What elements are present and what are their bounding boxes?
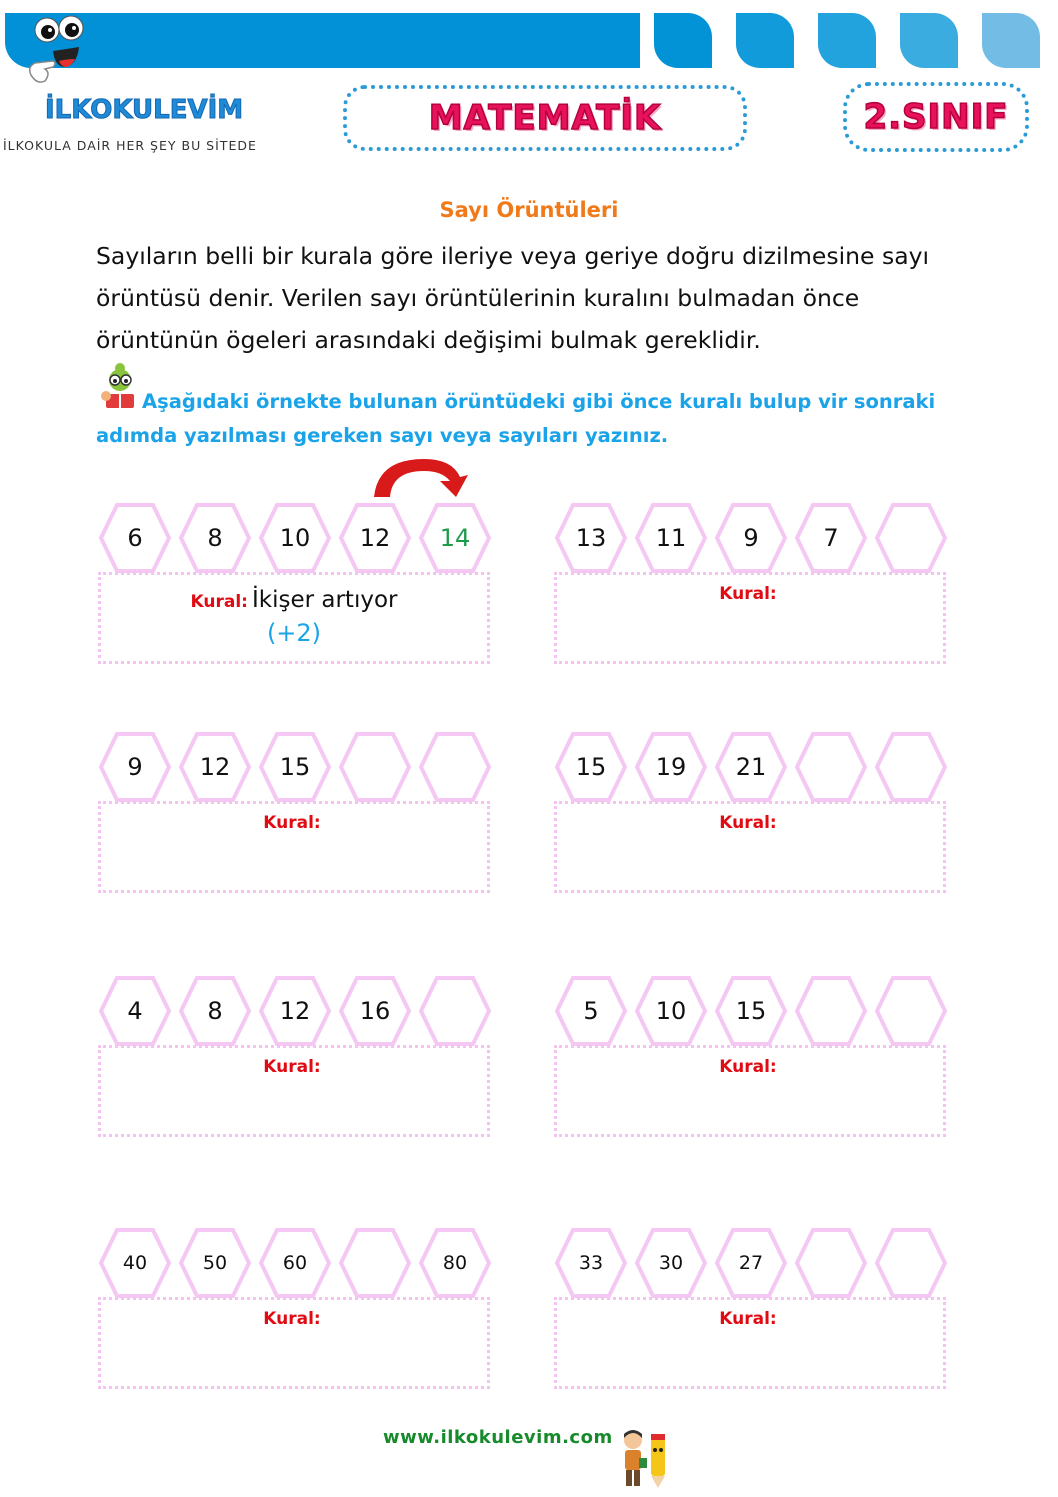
exercise-6 — [554, 975, 954, 1137]
sequence-value: 12 — [199, 753, 231, 781]
number-hexagon — [178, 975, 252, 1047]
number-sequence — [554, 731, 954, 803]
brand-tagline: İLKOKULA DAİR HER ŞEY BU SİTEDE — [3, 138, 257, 153]
rule-line — [101, 1300, 487, 1330]
page-title: Sayı Örüntüleri — [439, 198, 619, 222]
rule-answer-box[interactable] — [554, 1297, 946, 1389]
rule-line — [557, 1048, 943, 1078]
rule-label: Kural: — [263, 1057, 321, 1077]
number-sequence — [98, 731, 498, 803]
number-hexagon — [554, 731, 628, 803]
sequence-value: 33 — [578, 1252, 604, 1274]
number-hexagon — [258, 1227, 332, 1299]
sequence-value — [418, 975, 492, 1047]
sequence-value: 12 — [279, 997, 311, 1025]
boy-and-pencil-icon — [615, 1428, 675, 1490]
blank-hexagon-input[interactable] — [794, 1227, 868, 1299]
rule-answer-box[interactable] — [554, 1045, 946, 1137]
sequence-value — [338, 1227, 412, 1299]
sequence-value: 10 — [655, 997, 687, 1025]
rule-note: (+2) — [266, 619, 322, 647]
rule-label: Kural: — [719, 813, 777, 833]
rule-label: Kural: — [719, 1309, 777, 1329]
number-hexagon — [338, 975, 412, 1047]
number-sequence — [554, 1227, 954, 1299]
rule-label: Kural: — [719, 584, 777, 604]
number-sequence — [98, 502, 498, 574]
header-tab-1 — [654, 13, 712, 68]
sequence-value: 8 — [207, 997, 223, 1025]
rule-answer-box[interactable] — [98, 572, 490, 664]
number-hexagon — [714, 975, 788, 1047]
header-tab-4 — [900, 13, 958, 68]
sequence-value: 9 — [127, 753, 143, 781]
sequence-value: 6 — [127, 524, 143, 552]
rule-line — [557, 1300, 943, 1330]
intro-paragraph: Sayıların belli bir kurala göre ileriye veya geriye doğru dizilmesine sayı örüntüsü denir. Verilen sayı örüntülerinin kuralını bulmadan önce örüntünün ögeleri arasındaki değişimi bulmak gereklidir. — [96, 242, 930, 354]
rule-line — [101, 575, 487, 613]
sequence-value: 40 — [122, 1252, 148, 1274]
rule-answer-box[interactable] — [554, 572, 946, 664]
rule-line — [101, 1048, 487, 1078]
blank-hexagon-input[interactable] — [338, 1227, 412, 1299]
blank-hexagon-input[interactable] — [794, 975, 868, 1047]
header-tab-2 — [736, 13, 794, 68]
sequence-value: 30 — [658, 1252, 684, 1274]
number-hexagon — [714, 731, 788, 803]
rule-answer-box[interactable] — [554, 801, 946, 893]
blank-hexagon-input[interactable] — [874, 1227, 948, 1299]
exercise-2 — [554, 502, 954, 664]
header-tab-5 — [982, 13, 1040, 68]
sequence-value: 15 — [735, 997, 767, 1025]
sequence-value: 80 — [442, 1252, 468, 1274]
number-sequence — [554, 975, 954, 1047]
sequence-value — [794, 975, 868, 1047]
curved-red-arrow-icon — [368, 455, 480, 500]
sequence-value: 11 — [655, 524, 687, 552]
blank-hexagon-input[interactable] — [874, 731, 948, 803]
number-hexagon — [98, 1227, 172, 1299]
brand-logo: İLKOKULEVİM — [45, 95, 244, 125]
rule-answer-box[interactable] — [98, 1045, 490, 1137]
number-hexagon — [418, 1227, 492, 1299]
number-hexagon — [258, 502, 332, 574]
number-hexagon — [554, 502, 628, 574]
sequence-value: 50 — [202, 1252, 228, 1274]
number-hexagon — [554, 975, 628, 1047]
rule-answer-box[interactable] — [98, 1297, 490, 1389]
number-hexagon — [634, 975, 708, 1047]
rule-label: Kural: — [263, 813, 321, 833]
sequence-value — [874, 1227, 948, 1299]
sequence-value: 14 — [439, 524, 471, 552]
number-hexagon — [634, 731, 708, 803]
sequence-value — [418, 731, 492, 803]
mascot-icon — [25, 15, 95, 85]
sequence-value: 9 — [743, 524, 759, 552]
rule-line — [557, 804, 943, 834]
number-hexagon — [418, 502, 492, 574]
subject-badge — [343, 85, 747, 151]
rule-label: Kural: — [263, 1309, 321, 1329]
sequence-value: 16 — [359, 997, 391, 1025]
grade-badge — [843, 82, 1029, 152]
sequence-value — [338, 731, 412, 803]
blank-hexagon-input[interactable] — [418, 975, 492, 1047]
number-hexagon — [714, 1227, 788, 1299]
sequence-value: 13 — [575, 524, 607, 552]
number-hexagon — [634, 502, 708, 574]
rule-label: Kural: — [190, 592, 248, 612]
number-hexagon — [178, 731, 252, 803]
sequence-value: 4 — [127, 997, 143, 1025]
number-hexagon — [338, 502, 412, 574]
instruction-text: Aşağıdaki örnekte bulunan örüntüdeki gibi önce kuralı bulup vir sonraki adımda yazılması gereken sayı veya sayıları yazınız. — [96, 390, 936, 447]
sequence-value — [874, 731, 948, 803]
sequence-value: 5 — [583, 997, 599, 1025]
number-hexagon — [178, 1227, 252, 1299]
header-tab-3 — [818, 13, 876, 68]
blank-hexagon-input[interactable] — [794, 731, 868, 803]
exercise-4 — [554, 731, 954, 893]
sequence-value — [874, 502, 948, 574]
sequence-value: 15 — [279, 753, 311, 781]
exercise-7 — [98, 1227, 498, 1389]
grade-label: 2.SINIF — [863, 97, 1009, 137]
sequence-value — [794, 731, 868, 803]
exercise-5 — [98, 975, 498, 1137]
blank-hexagon-input[interactable] — [874, 975, 948, 1047]
sequence-value: 10 — [279, 524, 311, 552]
exercise-3 — [98, 731, 498, 893]
rule-line — [557, 575, 943, 605]
number-hexagon — [634, 1227, 708, 1299]
number-hexagon — [178, 502, 252, 574]
sequence-value — [874, 975, 948, 1047]
website-link[interactable]: www.ilkokulevim.com — [383, 1427, 613, 1448]
header-band — [5, 13, 640, 68]
sequence-value — [794, 1227, 868, 1299]
sequence-value: 8 — [207, 524, 223, 552]
number-hexagon — [98, 731, 172, 803]
blank-hexagon-input[interactable] — [338, 731, 412, 803]
number-sequence — [98, 1227, 498, 1299]
sequence-value: 19 — [655, 753, 687, 781]
rule-answer-box[interactable] — [98, 801, 490, 893]
sequence-value: 12 — [359, 524, 391, 552]
number-hexagon — [258, 975, 332, 1047]
subject-label: MATEMATİK — [428, 98, 662, 138]
number-hexagon — [258, 731, 332, 803]
number-hexagon — [554, 1227, 628, 1299]
exercise-8 — [554, 1227, 954, 1389]
number-hexagon — [98, 975, 172, 1047]
blank-hexagon-input[interactable] — [418, 731, 492, 803]
number-hexagon — [794, 502, 868, 574]
rule-label: Kural: — [719, 1057, 777, 1077]
blank-hexagon-input[interactable] — [874, 502, 948, 574]
number-hexagon — [714, 502, 788, 574]
rule-value: İkişer artıyor — [251, 587, 398, 613]
sequence-value: 7 — [823, 524, 839, 552]
sequence-value: 60 — [282, 1252, 308, 1274]
exercise-1 — [98, 502, 498, 664]
sequence-value: 15 — [575, 753, 607, 781]
number-sequence — [98, 975, 498, 1047]
sequence-value: 27 — [738, 1252, 764, 1274]
rule-line — [101, 804, 487, 834]
number-sequence — [554, 502, 954, 574]
sequence-value: 21 — [735, 753, 767, 781]
number-hexagon — [98, 502, 172, 574]
